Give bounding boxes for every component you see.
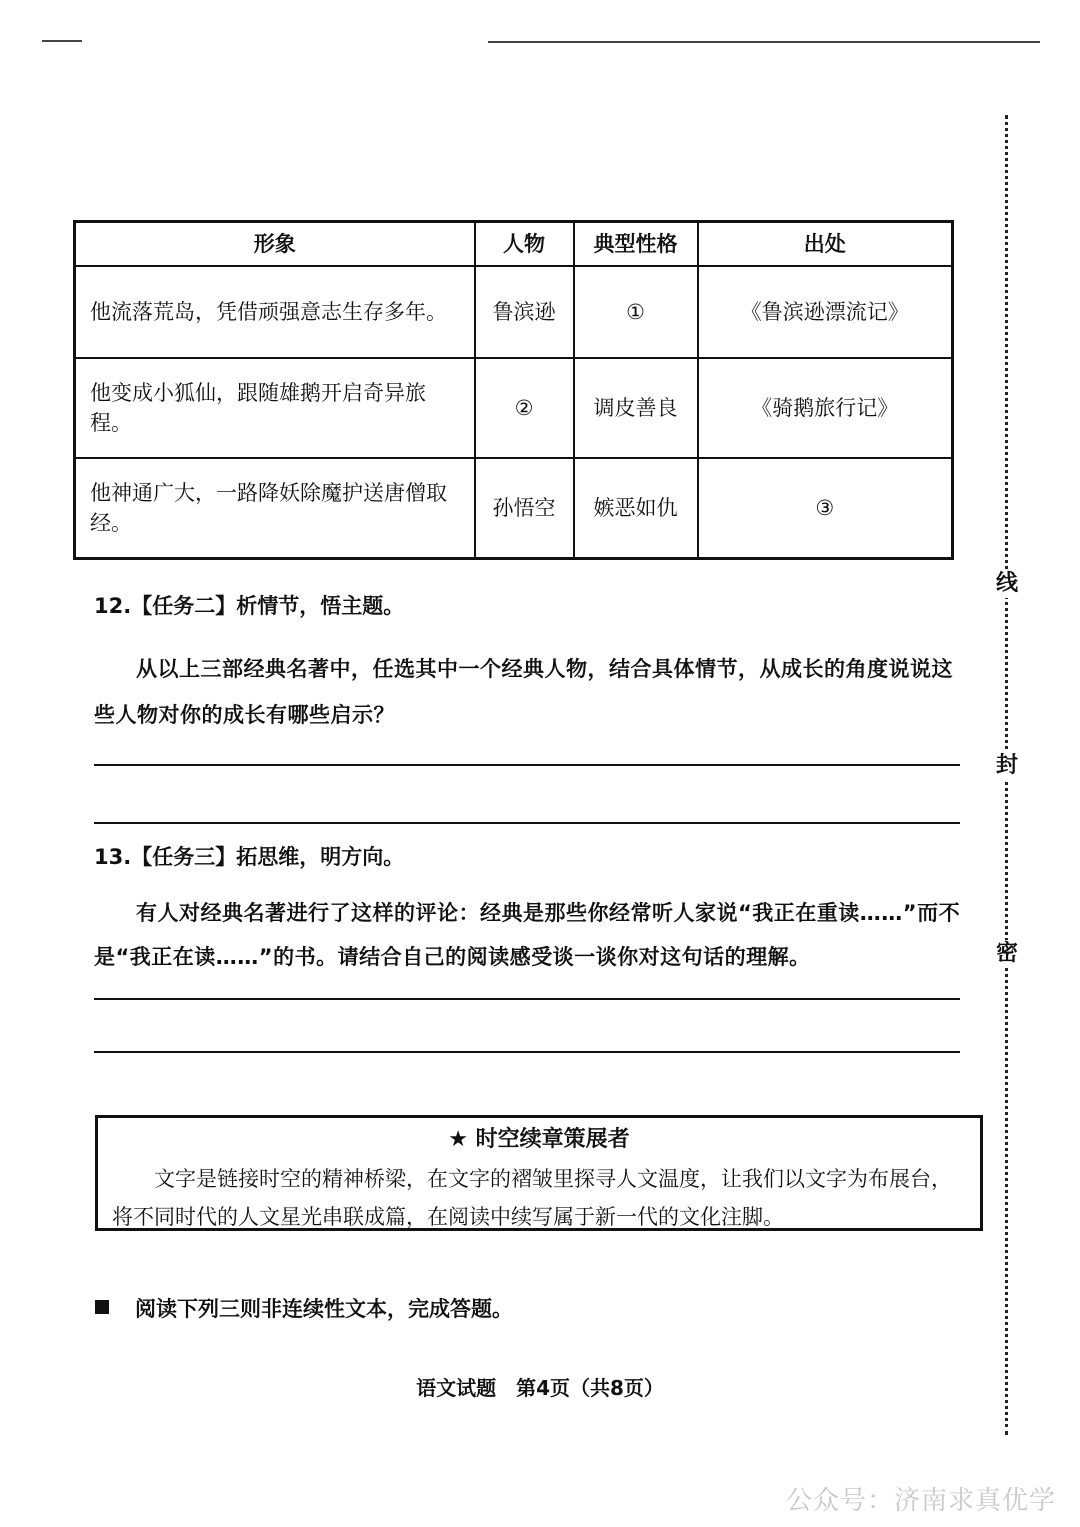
binding-mark-xian: 线 <box>993 570 1021 598</box>
table-row <box>75 266 953 358</box>
cell-personality: 嫉恶如仇 <box>574 458 698 558</box>
header-personality: 典型性格 <box>574 222 698 267</box>
cell-personality: ① <box>574 266 698 358</box>
table-row <box>75 358 953 458</box>
binding-mark-feng: 封 <box>993 752 1021 780</box>
cell-source: ③ <box>698 458 953 558</box>
curator-box <box>95 1115 983 1231</box>
reading-prompt-text: 阅读下列三则非连续性文本，完成答题。 <box>135 1297 513 1321</box>
square-bullet-icon <box>95 1300 109 1314</box>
cell-personality: 调皮善良 <box>574 358 698 458</box>
cell-character: ② <box>475 358 574 458</box>
question-12-body: 从以上三部经典名著中，任选其中一个经典人物，结合具体情节，从成长的角度说说这些人物对你的成长有哪些启示？ <box>94 657 953 727</box>
cell-desc: 他变成小狐仙，跟随雄鹅开启奇异旅程。 <box>75 358 475 458</box>
cell-desc: 他流落荒岛，凭借顽强意志生存多年。 <box>75 266 475 358</box>
answer-line[interactable] <box>94 822 960 824</box>
question-13-heading: 13.【任务三】拓思维，明方向。 <box>94 845 405 869</box>
curator-box-title: ★ 时空续章策展者 <box>448 1127 630 1152</box>
header-source: 出处 <box>698 222 953 267</box>
binding-mark-mi: 密 <box>993 940 1021 968</box>
question-13-body: 有人对经典名著进行了这样的评论：经典是那些你经常听人家说“我正在重读……”而不是“我正在读……”的书。请结合自己的阅读感受谈一谈你对这句话的理解。 <box>94 901 961 969</box>
cell-source: 《鲁滨逊漂流记》 <box>698 266 953 358</box>
literature-table <box>73 220 954 560</box>
answer-line[interactable] <box>94 998 960 1000</box>
watermark: 公众号：济南求真优学 <box>785 1486 1056 1516</box>
top-rule-left <box>42 40 82 42</box>
header-image: 形象 <box>75 222 475 267</box>
cell-desc: 他神通广大，一路降妖除魔护送唐僧取经。 <box>75 458 475 558</box>
page-footer: 语文试题 第4页（共8页） <box>416 1376 664 1400</box>
reading-prompt <box>95 1293 513 1323</box>
cell-source: 《骑鹅旅行记》 <box>698 358 953 458</box>
curator-box-text: 文字是链接时空的精神桥梁，在文字的褶皱里探寻人文温度，让我们以文字为布展台，将不同时代的人文星光串联成篇，在阅读中续写属于新一代的文化注脚。 <box>112 1167 952 1229</box>
header-character: 人物 <box>475 222 574 267</box>
top-rule-right <box>488 41 1040 43</box>
cell-character: 孙悟空 <box>475 458 574 558</box>
answer-line[interactable] <box>94 1051 960 1053</box>
answer-line[interactable] <box>94 764 960 766</box>
table-row <box>75 458 953 558</box>
question-12-heading: 12.【任务二】析情节，悟主题。 <box>94 594 405 618</box>
table-header-row <box>75 222 953 267</box>
cell-character: 鲁滨逊 <box>475 266 574 358</box>
